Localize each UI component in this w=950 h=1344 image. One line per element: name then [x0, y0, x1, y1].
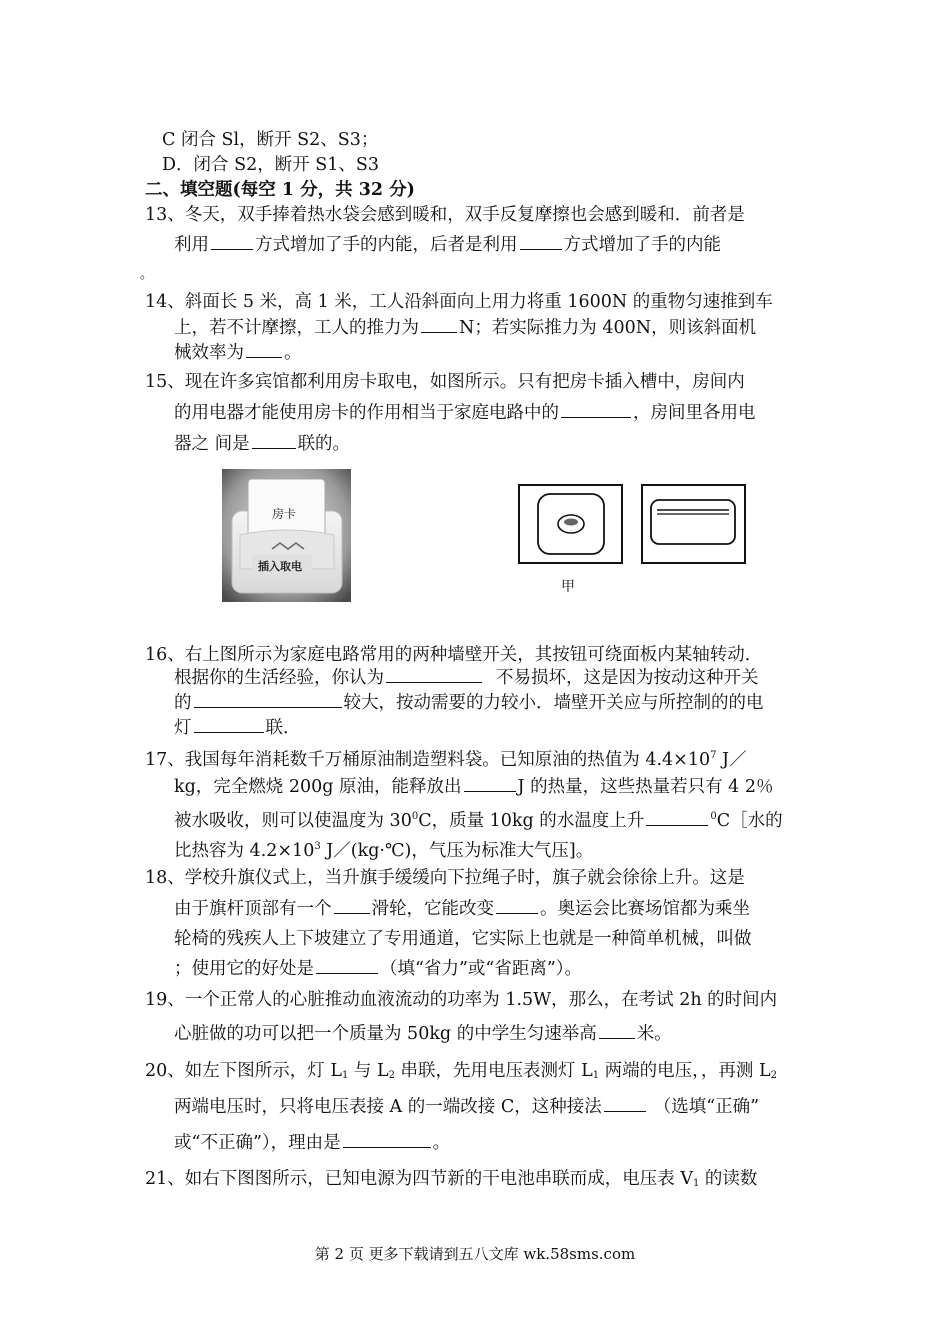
exponent: 0 — [710, 811, 717, 822]
text: ；使用它的好处是 — [174, 959, 314, 979]
subscript: 1 — [341, 1070, 349, 1081]
q16-line3 — [174, 691, 764, 715]
wall-switch-rocker — [641, 484, 746, 564]
q17-line3 — [174, 805, 783, 833]
wall-switch-round — [518, 484, 623, 564]
text: 滑轮，它能改变 — [371, 899, 494, 919]
answer-blank[interactable] — [194, 692, 342, 708]
q19-line2 — [174, 1022, 672, 1046]
text: C，质量 10kg 的水温度上升 — [418, 811, 645, 831]
answer-blank[interactable] — [604, 1096, 646, 1112]
text: 联的。 — [297, 434, 351, 454]
page-footer: 第 2 页 更多下载请到五八文库 wk.58sms.com — [314, 1245, 636, 1263]
text: 21、如右下图图所示，已知电源为四节新的干电池串联而成，电压表 V — [145, 1169, 693, 1189]
text: 比热容为 4.2×10 — [174, 841, 315, 861]
text: 串联，先用电压表测灯 L — [394, 1061, 593, 1081]
figure-caption: 甲 — [561, 579, 575, 595]
answer-blank[interactable] — [334, 898, 370, 914]
text: 被水吸收，则可以使温度为 30 — [174, 811, 412, 831]
text: 与 L — [348, 1061, 389, 1081]
text: J／ — [716, 750, 747, 770]
option-c: C 闭合 Sl，断开 S2、S3； — [162, 130, 379, 150]
q16-line1: 16、右上图所示为家庭电路常用的两种墙壁开关，其按钮可绕面板内某轴转动． — [145, 645, 763, 665]
room-card-illustration — [222, 469, 351, 602]
answer-blank[interactable] — [464, 776, 516, 792]
text: 灯 — [174, 718, 192, 738]
answer-blank[interactable] — [194, 717, 264, 733]
slot-label: 插入取电 — [258, 560, 302, 573]
text: J／(kg·℃)，气压为标准大气压]。 — [320, 841, 594, 861]
text: 。 — [284, 343, 302, 363]
q16-line4 — [174, 716, 301, 740]
option-d: D．闭合 S2，断开 S1、S3 — [162, 155, 380, 175]
text: 的用电器才能使用房卡的作用相当于家庭电路中的 — [174, 403, 559, 423]
text: 17、我国每年消耗数千万桶原油制造塑料袋。已知原油的热值为 4.4×10 — [145, 750, 711, 770]
answer-blank[interactable] — [246, 342, 282, 358]
q17-line2 — [174, 775, 774, 799]
room-card-photo — [222, 469, 351, 602]
text: ，房间里各用电 — [633, 403, 756, 423]
exponent: 7 — [710, 750, 717, 761]
answer-blank[interactable] — [496, 898, 538, 914]
text: 由于旗杆顶部有一个 — [174, 899, 332, 919]
q13-line2 — [174, 233, 721, 257]
q17-line1 — [145, 744, 747, 772]
switch-rocker-drawing — [641, 484, 746, 564]
card-label: 房卡 — [272, 507, 297, 521]
text: 20、如左下图所示，灯 L — [145, 1061, 342, 1081]
answer-blank[interactable] — [252, 433, 296, 449]
subscript: 1 — [592, 1070, 600, 1081]
subscript: 2 — [770, 1070, 777, 1081]
section-heading: 二、填空题(每空 1 分，共 32 分) — [145, 180, 415, 200]
answer-blank[interactable] — [421, 317, 457, 333]
text: C［水的 — [716, 811, 783, 831]
q20-line2 — [174, 1095, 759, 1119]
q18-line3: 轮椅的残疾人上下坡建立了专用通道，它实际上也就是一种简单机械，叫做 — [174, 929, 752, 949]
subscript: 2 — [388, 1070, 395, 1081]
q14-line2 — [174, 316, 756, 340]
text: 。 — [432, 1133, 451, 1153]
q15-line1: 15、现在许多宾馆都利用房卡取电，如图所示。只有把房卡插入槽中，房间内 — [145, 372, 745, 392]
q20-line1 — [145, 1059, 777, 1088]
text: 联． — [265, 718, 301, 738]
text: 。奥运会比赛场馆都为乘坐 — [540, 899, 750, 919]
q21-line1 — [145, 1167, 757, 1196]
text: 或“不正确”），理由是 — [174, 1133, 341, 1153]
text: J 的热量，这些热量若只有 4 2％ — [517, 777, 774, 797]
answer-blank[interactable] — [561, 402, 631, 418]
q18-line1: 18、学校升旗仪式上，当升旗手缓缓向下拉绳子时，旗子就会徐徐上升。这是 — [145, 868, 745, 888]
q14-line3 — [174, 341, 302, 365]
q20-line3 — [174, 1131, 450, 1155]
answer-blank[interactable] — [211, 234, 253, 250]
text: （选填“正确” — [653, 1097, 760, 1117]
answer-blank[interactable] — [386, 667, 482, 683]
exponent: 3 — [314, 841, 321, 852]
answer-blank[interactable] — [599, 1023, 635, 1039]
q13-line3: 。 — [140, 267, 154, 282]
text: 械效率为 — [174, 343, 244, 363]
text: 根据你的生活经验，你认为 — [174, 668, 384, 688]
q18-line4 — [174, 957, 582, 981]
answer-blank[interactable] — [646, 810, 708, 826]
text: 两端的电压，，再测 L — [599, 1061, 771, 1081]
q17-line4 — [174, 835, 593, 863]
text: （填“省力”或“省距离”）。 — [380, 959, 583, 979]
q18-line2 — [174, 897, 750, 921]
q19-line1: 19、一个正常人的心脏推动血液流动的功率为 1.5W，那么，在考试 2h 的时间内 — [145, 990, 778, 1010]
exponent: 0 — [411, 811, 419, 822]
switch-round-drawing — [518, 484, 623, 564]
answer-blank[interactable] — [316, 958, 378, 974]
text: 方式增加了手的内能 — [563, 235, 721, 255]
text: 两端电压时，只将电压表接 A 的一端改接 C，这种接法 — [174, 1097, 602, 1117]
answer-blank[interactable] — [520, 234, 562, 250]
text: N；若实际推力为 400N，则该斜面机 — [459, 318, 757, 338]
text: 上，若不计摩擦，工人的推力为 — [174, 318, 419, 338]
text: 心脏做的功可以把一个质量为 50kg 的中学生匀速举高 — [174, 1024, 597, 1044]
text: 方式增加了手的内能，后者是利用 — [255, 235, 518, 255]
q13-line1: 13、冬天，双手捧着热水袋会感到暖和，双手反复摩擦也会感到暖和．前者是 — [145, 205, 745, 225]
q16-line2 — [174, 666, 759, 690]
text: 器之 间是 — [174, 434, 250, 454]
text: 米。 — [636, 1024, 672, 1044]
text: 的 — [174, 693, 192, 713]
q14-line1: 14、斜面长 5 米，高 1 米，工人沿斜面向上用力将重 1600N 的重物匀速推到车 — [145, 292, 773, 312]
text: 较大，按动需要的力较小．墙壁开关应与所控制的的电 — [343, 693, 764, 713]
text: 不易损坏，这是因为按动这种开关 — [496, 668, 759, 688]
subscript: 1 — [692, 1178, 700, 1189]
q15-line3 — [174, 432, 350, 456]
text: kg，完全燃烧 200g 原油，能释放出 — [174, 777, 462, 797]
text: 的读数 — [699, 1169, 758, 1189]
text: 利用 — [174, 235, 209, 255]
q15-line2 — [174, 401, 756, 425]
answer-blank[interactable] — [343, 1132, 431, 1148]
